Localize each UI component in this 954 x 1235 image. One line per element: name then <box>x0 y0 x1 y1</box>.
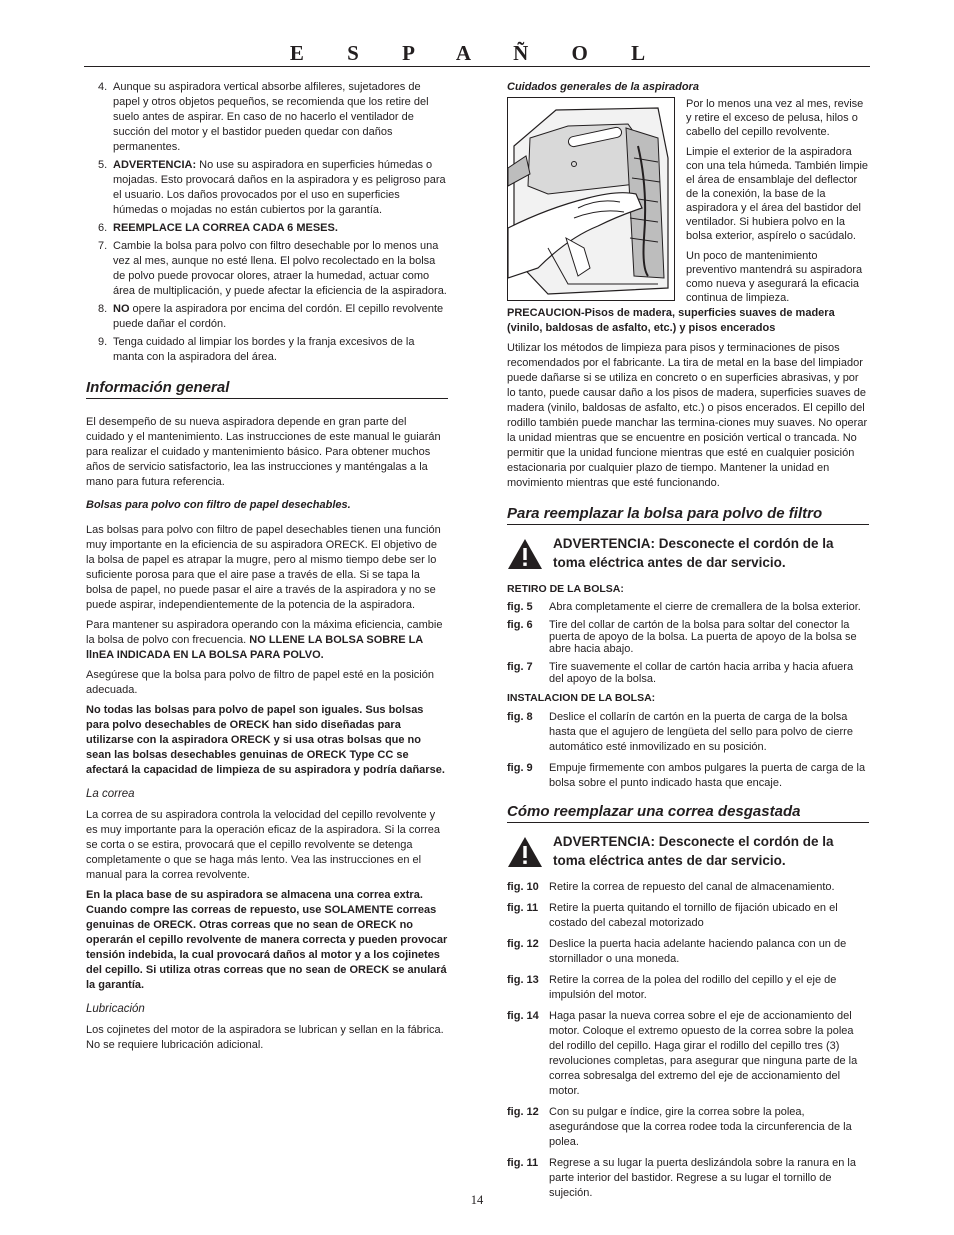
list-item: 6. REEMPLACE LA CORREA CADA 6 MESES. <box>98 222 338 234</box>
care-paragraph: Limpie el exterior de la aspiradora con una tela húmeda. También limpie el área de ensamblaje del deflector de la conexión, la base de la aspiradora y el área del bastidor del ventilador. Si hubiera polvo en la bolsa exterior, aspírelo o sacúdalo. <box>686 146 869 242</box>
list-item: 7. Cambie la bolsa para polvo con filtro desechable por lo menos una vez al mes, aunque no esté llena. El polvo recolectado en la bolsa de polvo puede provocar olores, atraer la humedad, actuar como área de multiplicación, y puede afectar la eficiencia de la aspiradora. <box>98 240 447 297</box>
fig-step: fig. 11 Regrese a su lugar la puerta deslizándola sobre la ranura en la parte interior del bastidor. Regrese a su lugar el tornillo de sujeción. <box>507 1157 856 1199</box>
list-item: 9. Tenga cuidado al limpiar los bordes y la franja excesivos de la manta con la aspiradora del área. <box>98 336 415 363</box>
care-paragraph: Por lo menos una vez al mes, revise y retire el exceso de pelusa, hilos o cabello del cepillo revolvente. <box>686 98 864 138</box>
bag-install-label: INSTALACION DE LA BOLSA: <box>507 692 656 704</box>
section-title-belt-replace: Cómo reemplazar una correa desgastada <box>507 803 869 823</box>
care-paragraph: Un poco de mantenimiento preventivo mantendrá su aspiradora como nueva y asegurará la eficacia continua de limpieza. <box>686 250 863 304</box>
bags-paragraph: Las bolsas para polvo con filtro de papel desechables tienen una función muy importante en la eficiencia de su aspiradora ORECK. El objetivo de la bolsa de papel es atrapar la mugre, pero al mismo tiempo debe ser lo suficiente porosa para que el aire pase a través de ella. Si se tapa la bolsa de papel, no puede pasar el aire a través de la aspiradora y no se puede aspirar, independientemente de la potencia de la aspiradora. <box>86 524 441 611</box>
subsection-title-bags: Bolsas para polvo con filtro de papel desechables. <box>86 499 351 511</box>
warning-text: ADVERTENCIA: Desconecte el cordón de la toma eléctrica antes de dar servicio. <box>553 834 834 868</box>
page-number: 14 <box>470 1193 484 1207</box>
section-title-info: Información general <box>86 379 448 399</box>
list-item: 5. ADVERTENCIA: No use su aspiradora en superficies húmedas o mojadas. Esto provocará daños en la aspiradora y es peligroso para el usuario. Los daños provocados por el uso en superficies húmedas o mojadas no están cubiertos por la garantía. <box>98 159 446 216</box>
vacuum-brush-illustration <box>507 97 675 301</box>
fig-step: fig. 7 Tire suavemente el collar de cartón hacia arriba y hacia afuera del apoyo de la bolsa. <box>507 661 854 685</box>
fig-step: fig. 9 Empuje firmemente con ambos pulgares la puerta de carga de la bolsa sobre el punto indicado hasta que encaje. <box>507 762 866 789</box>
subsection-title-lubrication: Lubricación <box>86 1003 145 1015</box>
warning-triangle-icon <box>507 836 543 868</box>
subsection-title-belt: La correa <box>86 788 135 800</box>
care-text <box>686 97 869 311</box>
bags-paragraph: Asegúrese que la bolsa para polvo de filtro de papel esté en la posición adecuada. <box>86 669 434 696</box>
language-title: E S P A Ñ O L <box>289 41 665 65</box>
fig-step: fig. 5 Abra completamente el cierre de cremallera de la bolsa exterior. <box>507 601 861 613</box>
fig-step: fig. 13 Retire la correa de la polea del rodillo del cepillo y el eje de impulsión del motor. <box>507 974 837 1001</box>
fig-step: fig. 10 Retire la correa de repuesto del canal de almacenamiento. <box>507 881 835 893</box>
warning-text: ADVERTENCIA: Desconecte el cordón de la toma eléctrica antes de dar servicio. <box>553 536 834 570</box>
list-item: 4. Aunque su aspiradora vertical absorbe alfileres, sujetadores de papel y otros objetos pequeños, se recomienda que los retire del suelo antes de aspirar. En caso de no hacerlo el ventilador de succión del motor y el bastidor pueden quedar con daños permanentes. <box>98 81 429 153</box>
warning-block <box>507 534 869 574</box>
caution-paragraph: Utilizar los métodos de limpieza para pisos y terminaciones de pisos recomendados por el fabricante. La tira de metal en la base del limpiador puede dañarse si se utiliza en concreto o en superficies abrasivas, y por lo tanto, puede causar daño a los pisos de madera, superficies suaves de madera (vinilo, baldosas de asfalto, etc.) o pisos encerados. El cepillo del rodillo también puede manchar las termina-ciones muy suaves. No operar la unidad mientras que se encuentre en posición vertical o trancada. No permitir que la unidad funcione mientras que esté en cualquier posición estacionaria por cualquier plazo de tiempo. Mantener la unidad en movimiento mientras que esté funcionando. <box>507 342 868 489</box>
fig-step: fig. 11 Retire la puerta quitando el tornillo de fijación ubicado en el costado del cabezal motorizado <box>507 902 838 929</box>
caution-heading: PRECAUCION-Pisos de madera, superficies suaves de madera (vinilo, baldosas de asfalto, etc.) y pisos encerados <box>507 307 835 334</box>
bag-removal-label: RETIRO DE LA BOLSA: <box>507 583 624 595</box>
lubrication-paragraph: Los cojinetes del motor de la aspiradora se lubrican y sellan en la fábrica. No se requiere lubricación adicional. <box>86 1024 444 1051</box>
belt-warning-paragraph: En la placa base de su aspiradora se almacena una correa extra. Cuando compre las correas de repuesto, use SOLAMENTE correas genuinas de ORECK. Otras correas que no sean de ORECK no operarán el cepillo revolvente de manera correcta y pueden provocar tensión indebida, la cual provocará daños al motor y a los cojinetes del cepillo. Si utiliza otras correas que no sean de ORECK se anulará la garantía. <box>86 889 448 991</box>
fig-step: fig. 8 Deslice el collarín de cartón en la puerta de carga de la bolsa hasta que el agujero de lengüeta del sello para polvo de cierre automático esté inmovilizado en su posición. <box>507 711 853 753</box>
numbered-list <box>86 80 448 365</box>
page-header <box>84 40 870 67</box>
fig-step: fig. 14 Haga pasar la nueva correa sobre el eje de accionamiento del motor. Coloque el extremo opuesto de la correa sobre la polea del rodillo del cepillo. Haga girar el rodillo del cepillo tres (3) revoluciones completas, para asegurar que ninguna parte de la correa sobresalga del extremo del eje de accionamiento del motor. <box>507 1010 858 1097</box>
list-item: 8. NO opere la aspiradora por encima del cordón. El cepillo revolvente puede dañar el cordón. <box>98 303 444 330</box>
belt-paragraph: La correa de su aspiradora controla la velocidad del cepillo revolvente y es muy importante para la operación eficaz de la aspiradora. Si la correa se corta o se estira, provocará que el cepillo revolvente se detenga completamente o que se haga más lento. Vea las instrucciones en el manual para la correa revolvente. <box>86 809 441 881</box>
fig-step: fig. 12 Deslice la puerta hacia adelante haciendo palanca con un de stornillador o una moneda. <box>507 938 847 965</box>
warning-block <box>507 832 869 872</box>
fig-step: fig. 6 Tire del collar de cartón de la bolsa para soltar del conector la puerta de apoyo de la bolsa. La puerta de apoyo de la bolsa se abre hacia abajo. <box>507 619 857 655</box>
info-paragraph: El desempeño de su nueva aspiradora depende en gran parte del cuidado y el mantenimiento. Las instrucciones de este manual le guiarán para realizar el cuidado y mantenimiento básico. Para obtener muchos años de servicio satisfactorio, lea las instrucciones y manténgalas a la mano para futura referencia. <box>86 416 441 488</box>
section-title-bag: Para reemplazar la bolsa para polvo de filtro <box>507 505 869 525</box>
right-column <box>507 80 869 1207</box>
subsection-title-care: Cuidados generales de la aspiradora <box>507 81 699 93</box>
bags-warning-paragraph: No todas las bolsas para polvo de papel son iguales. Sus bolsas para polvo desechables de ORECK han sido diseñadas para utilizarse con la aspiradora ORECK y si usa otras bolsas que no sean las bolsas desechables genuinas de ORECK Type CC se afectará la capacidad de limpieza de su aspiradora y podría dañarse. <box>86 704 445 776</box>
care-block <box>507 80 869 312</box>
warning-triangle-icon <box>507 538 543 570</box>
bags-paragraph: Para mantener su aspiradora operando con la máxima eficiencia, cambie la bolsa de polvo con frecuencia. NO LLENE LA BOLSA SOBRE LA llnEA INDICADA EN LA BOLSA PARA POLVO. <box>86 619 443 661</box>
left-column <box>86 80 448 1058</box>
fig-step: fig. 12 Con su pulgar e índice, gire la correa sobre la polea, asegurándose que la correa rodee toda la circunferencia de la polea. <box>507 1106 852 1148</box>
